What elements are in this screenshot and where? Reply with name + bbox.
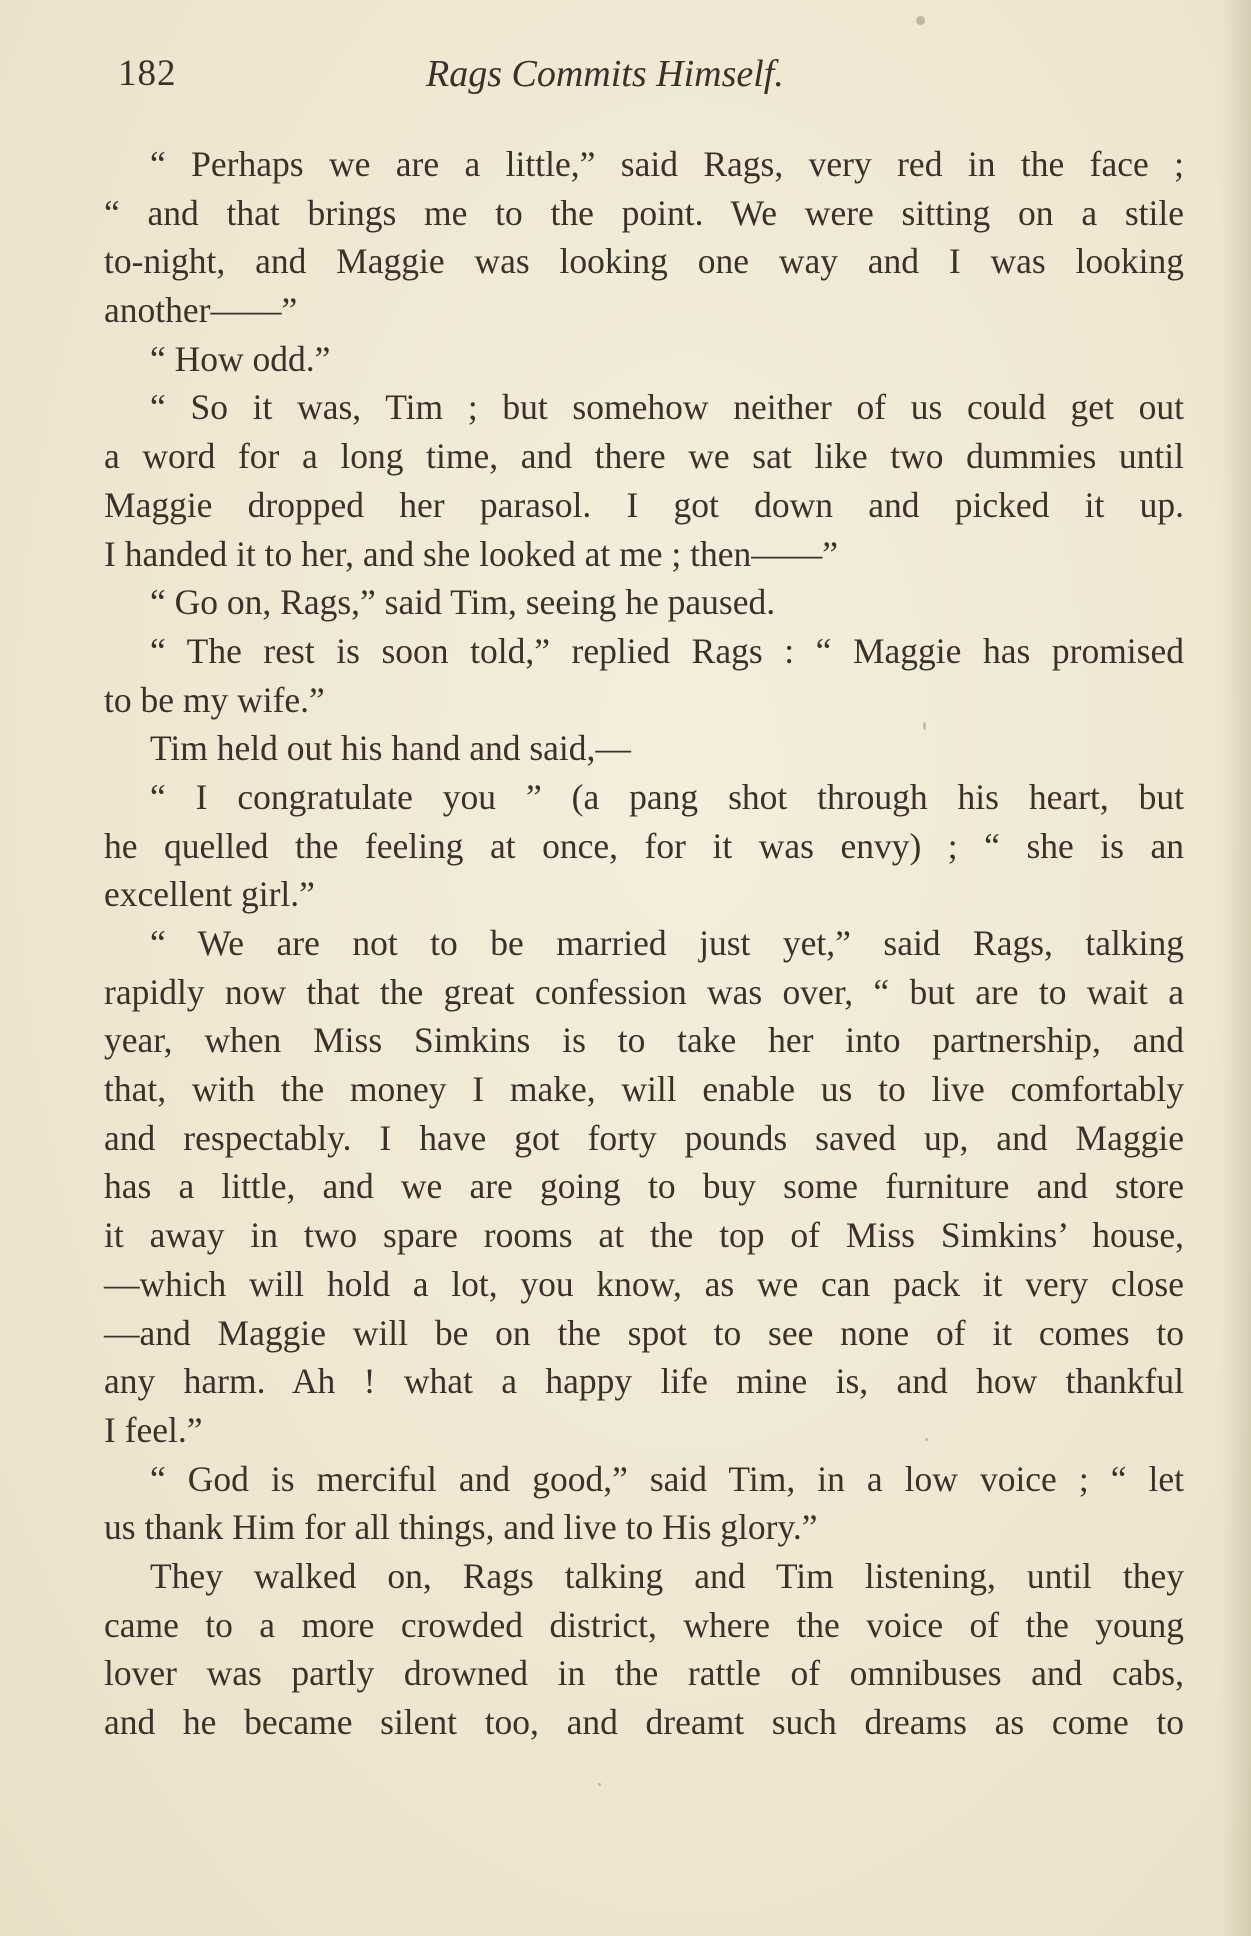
text-line: Tim held out his hand and said,— <box>150 728 631 769</box>
text-line: a word for a long time, and there we sat like two dummies until <box>104 436 1184 477</box>
paper-speck <box>916 16 925 25</box>
paper-speck <box>925 1438 928 1441</box>
text-line: “ God is merciful and good,” said Tim, in a low voice ; “ let <box>150 1458 1184 1499</box>
text-line: it away in two spare rooms at the top of Miss Simkins’ house, <box>104 1215 1184 1256</box>
text-line: another——” <box>104 290 298 331</box>
text-line: “ Go on, Rags,” said Tim, seeing he paused. <box>150 582 776 623</box>
text-line: to be my wife.” <box>104 679 325 720</box>
paper-speck <box>923 722 926 730</box>
text-line: year, when Miss Simkins is to take her into partnership, and <box>104 1020 1184 1061</box>
text-line: lover was partly drowned in the rattle of omnibuses and cabs, <box>104 1653 1184 1694</box>
text-line: and he became silent too, and dreamt such dreams as come to <box>104 1702 1184 1742</box>
text-line: “ How odd.” <box>150 338 331 379</box>
text-line: Maggie dropped her parasol. I got down and picked it up. <box>104 484 1184 525</box>
running-title: Rags Commits Himself. <box>426 53 784 95</box>
text-line: —and Maggie will be on the spot to see none of it comes to <box>104 1312 1184 1353</box>
text-line: “ The rest is soon told,” replied Rags : “ Maggie has promised <box>150 630 1184 671</box>
running-head <box>118 52 878 102</box>
text-line: They walked on, Rags talking and Tim listening, until they <box>150 1555 1184 1596</box>
paper-speck <box>598 1783 601 1786</box>
text-line: I handed it to her, and she looked at me ; then——” <box>104 533 839 574</box>
text-line: “ Perhaps we are a little,” said Rags, very red in the face ; <box>150 144 1184 184</box>
page-number: 182 <box>118 53 177 94</box>
text-line: us thank Him for all things, and live to His glory.” <box>104 1507 818 1548</box>
body-text <box>104 140 1184 1747</box>
text-line: he quelled the feeling at once, for it was envy) ; “ she is an <box>104 825 1184 866</box>
page-edge-shadow <box>1221 0 1251 1936</box>
text-line: —which will hold a lot, you know, as we can pack it very close <box>104 1263 1184 1304</box>
text-line: “ We are not to be married just yet,” said Rags, talking <box>150 923 1184 963</box>
text-line: rapidly now that the great confession was over, “ but are to wait a <box>104 971 1184 1012</box>
text-line: and respectably. I have got forty pounds saved up, and Maggie <box>104 1117 1184 1158</box>
text-line: I feel.” <box>104 1409 203 1450</box>
text-line: to-night, and Maggie was looking one way and I was looking <box>104 241 1184 282</box>
text-line: “ I congratulate you ” (a pang shot through his heart, but <box>150 776 1184 817</box>
text-line: came to a more crowded district, where the voice of the young <box>104 1604 1184 1645</box>
text-line: excellent girl.” <box>104 874 315 915</box>
text-line: “ So it was, Tim ; but somehow neither of us could get out <box>150 387 1184 428</box>
text-line: that, with the money I make, will enable us to live comfortably <box>104 1069 1184 1110</box>
text-line: “ and that brings me to the point. We were sitting on a stile <box>104 192 1184 233</box>
text-line: any harm. Ah ! what a happy life mine is, and how thankful <box>104 1361 1184 1402</box>
text-line: has a little, and we are going to buy some furniture and store <box>104 1166 1184 1207</box>
